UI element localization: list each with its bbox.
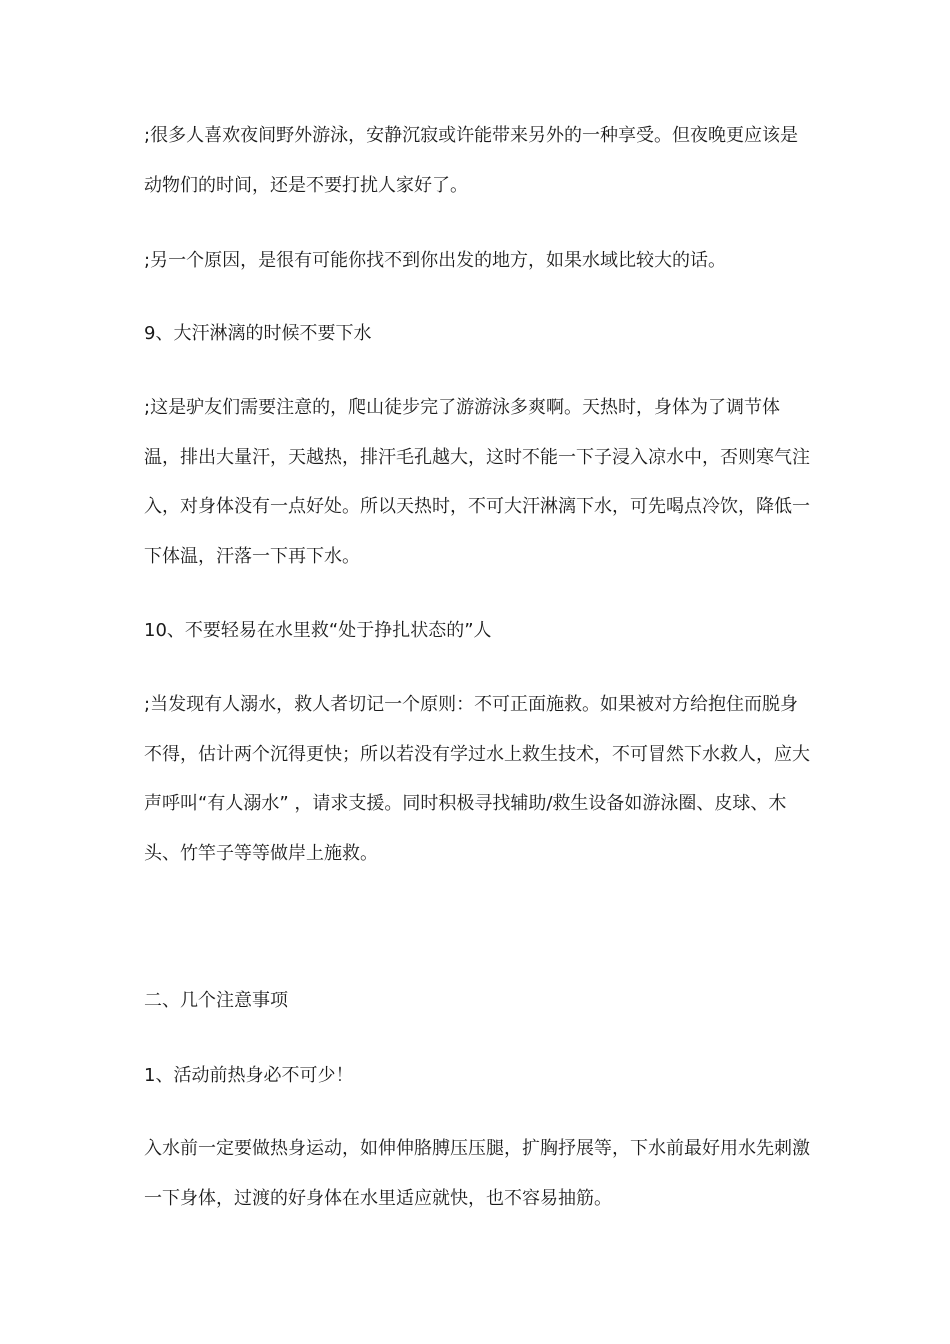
heading-section-2: 二、几个注意事项 bbox=[144, 990, 288, 1011]
heading-item-9: 9、大汗淋漓的时候不要下水 bbox=[144, 323, 372, 344]
heading-item-10: 10、不要轻易在水里救“处于挣扎状态的”人 bbox=[144, 620, 492, 641]
paragraph-lost-starting-point: ;另一个原因，是很有可能你找不到你出发的地方，如果水域比较大的话。 bbox=[144, 250, 727, 271]
paragraph-sweating: ;这是驴友们需要注意的，爬山徒步完了游游泳多爽啊。天热时，身体为了调节体温，排出大量汗，天越热，排汗毛孔越大，这时不能一下子浸入凉水中，否则寒气注入，对身体没有一点好处。所以天热时，不可大汗淋漓下水，可先喝点冷饮，降低一下体温，汗落一下再下水。 bbox=[144, 397, 810, 567]
paragraph-warm-up: 入水前一定要做热身运动，如伸伸胳膊压压腿，扩胸抒展等，下水前最好用水先刺激一下身体，过渡的好身体在水里适应就快，也不容易抽筋。 bbox=[144, 1138, 810, 1209]
heading-item-1: 1、活动前热身必不可少！ bbox=[144, 1065, 354, 1086]
paragraph-rescue: ;当发现有人溺水，救人者切记一个原则：不可正面施救。如果被对方给抱住而脱身不得，估计两个沉得更快；所以若没有学过水上救生技术，不可冒然下水救人，应大声呼叫“有人溺水” ，请求支援。同时积极寻找辅助/救生设备如游泳圈、皮球、木头、竹竿子等等做岸上施救。 bbox=[144, 694, 810, 864]
paragraph-night-swimming: ;很多人喜欢夜间野外游泳，安静沉寂或许能带来另外的一种享受。但夜晚更应该是动物们的时间，还是不要打扰人家好了。 bbox=[144, 125, 799, 196]
